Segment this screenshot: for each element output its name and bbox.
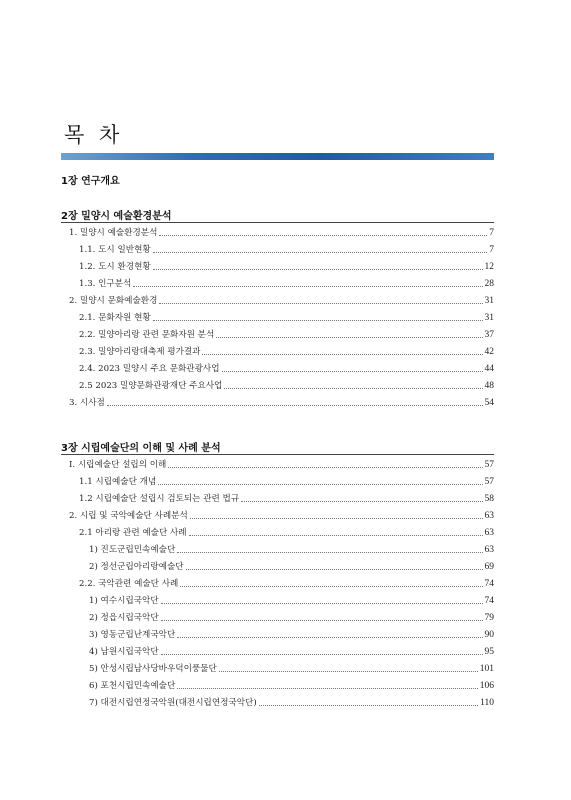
toc-label: 2) 정선군립아리랑예술단	[89, 562, 184, 572]
dot-leader	[153, 319, 483, 321]
dot-leader	[219, 670, 478, 672]
toc-label: 4) 남원시립국악단	[89, 647, 159, 657]
toc-entry[interactable]	[61, 591, 494, 607]
dot-leader	[159, 302, 482, 304]
toc-label: 1.2. 도시 환경현황	[79, 262, 151, 272]
toc-label: 2.4. 2023 밀양시 주요 문화관광사업	[79, 364, 220, 374]
toc-page-number: 42	[484, 347, 494, 357]
dot-leader	[189, 534, 483, 536]
dot-leader	[259, 704, 478, 706]
toc-page-number: 58	[484, 494, 494, 504]
dot-leader	[153, 251, 488, 253]
toc-label: 2.2. 밀양아리랑 관련 문화자원 분석	[79, 330, 215, 340]
toc-entry[interactable]	[61, 557, 494, 573]
dot-leader	[177, 687, 477, 689]
dot-leader	[161, 602, 483, 604]
chapter-heading[interactable]: 3장 시립예술단의 이해 및 사례 분석	[61, 443, 221, 454]
dot-leader	[224, 387, 482, 389]
dot-leader	[158, 483, 482, 485]
toc-label: 2. 시립 및 국악예술단 사례분석	[69, 511, 188, 521]
toc-label: 1.3. 인구분석	[79, 279, 132, 289]
toc-page-number: 28	[484, 279, 494, 289]
toc-page-number: 63	[484, 528, 494, 538]
toc-page-number: 37	[484, 330, 494, 340]
toc-entry[interactable]	[61, 676, 494, 692]
toc-label: 5) 안성시립남사당바우덕이풍물단	[89, 664, 217, 674]
toc-label: 1. 밀양시 예술환경분석	[69, 228, 158, 238]
toc-page-number: 90	[484, 630, 494, 640]
dot-leader	[241, 500, 482, 502]
chapter-heading[interactable]: 2장 밀양시 예술환경분석	[61, 211, 172, 222]
toc-page-number: 48	[484, 381, 494, 391]
title-gradient-rule	[61, 153, 494, 160]
dot-leader	[222, 370, 483, 372]
toc-page-number: 54	[484, 398, 494, 408]
toc-entry[interactable]	[61, 291, 494, 307]
toc-entry[interactable]	[61, 506, 494, 522]
toc-entry[interactable]	[61, 376, 494, 392]
toc-page-number: 95	[484, 647, 494, 657]
dot-leader	[180, 585, 482, 587]
toc-page-number: 69	[484, 562, 494, 572]
toc-page-number: 63	[484, 511, 494, 521]
dot-leader	[133, 285, 482, 287]
page-title: 목 차	[64, 123, 124, 147]
dot-leader	[216, 336, 482, 338]
dot-leader	[153, 268, 483, 270]
toc-entry[interactable]	[61, 308, 494, 324]
toc-page-number: 7	[489, 245, 494, 255]
toc-page-number: 63	[484, 545, 494, 555]
toc-page-number: 74	[484, 579, 494, 589]
toc-label: 1.1. 도시 일반현황	[79, 245, 151, 255]
dot-leader	[177, 636, 482, 638]
dot-leader	[161, 653, 483, 655]
toc-label: 2.2. 국악관련 예술단 사례	[79, 579, 179, 589]
toc-label: 1.2 시립예술단 설립시 검토되는 관련 법규	[79, 494, 240, 504]
toc-entry[interactable]	[61, 574, 494, 590]
toc-label: 1) 여수시립국악단	[89, 596, 159, 606]
toc-entry[interactable]	[61, 489, 494, 505]
toc-entry[interactable]	[61, 642, 494, 658]
toc-page-number: 110	[480, 698, 494, 708]
toc-label: 3) 영동군립난계국악단	[89, 630, 176, 640]
toc-entry[interactable]	[61, 240, 494, 256]
toc-entry[interactable]	[61, 274, 494, 290]
toc-label: 3. 시사점	[69, 398, 105, 408]
toc-page-number: 74	[484, 596, 494, 606]
toc-entry[interactable]	[61, 325, 494, 341]
toc-label: 2.1. 문화자원 현황	[79, 313, 151, 323]
toc-page-number: 57	[484, 477, 494, 487]
toc-entry[interactable]	[61, 455, 494, 471]
toc-entry[interactable]	[61, 342, 494, 358]
toc-page-number: 7	[489, 228, 494, 238]
toc-entry[interactable]	[61, 223, 494, 239]
toc-page-number: 106	[479, 681, 494, 691]
toc-page-number: 101	[479, 664, 494, 674]
toc-label: 2.1 아리랑 관련 예술단 사례	[79, 528, 187, 538]
toc-page-number: 44	[484, 364, 494, 374]
toc-label: 2) 정읍시립국악단	[89, 613, 159, 623]
toc-label: 6) 포천시립민속예술단	[89, 681, 176, 691]
toc-entry[interactable]	[61, 659, 494, 675]
toc-entry[interactable]	[61, 693, 494, 709]
toc-entry[interactable]	[61, 393, 494, 409]
toc-label: 1.1 시립예술단 개념	[79, 477, 157, 487]
toc-entry[interactable]	[61, 359, 494, 375]
dot-leader	[177, 551, 482, 553]
dot-leader	[190, 517, 483, 519]
dot-leader	[159, 234, 487, 236]
dot-leader	[186, 568, 483, 570]
dot-leader	[168, 466, 482, 468]
toc-entry[interactable]	[61, 523, 494, 539]
toc-page-number: 79	[484, 613, 494, 623]
dot-leader	[107, 404, 483, 406]
toc-label: 7) 대전시립연정국악원(대전시립연정국악단)	[89, 698, 257, 708]
toc-label: 1) 진도군립민속예술단	[89, 545, 176, 555]
toc-page-number: 31	[484, 313, 494, 323]
toc-label: I. 시립예술단 설립의 이해	[69, 460, 167, 470]
toc-label: 2.3. 밀양아리랑대축제 평가결과	[79, 347, 201, 357]
toc-page-number: 57	[484, 460, 494, 470]
toc-entry[interactable]	[61, 608, 494, 624]
dot-leader	[161, 619, 483, 621]
dot-leader	[202, 353, 482, 355]
toc-label: 2.5 2023 밀양문화관광재단 주요사업	[79, 381, 223, 391]
toc-entry[interactable]	[61, 257, 494, 273]
toc-page-number: 12	[484, 262, 494, 272]
chapter-heading[interactable]: 1장 연구개요	[61, 176, 120, 187]
toc-entry[interactable]	[61, 472, 494, 488]
toc-entry[interactable]	[61, 625, 494, 641]
toc-entry[interactable]	[61, 540, 494, 556]
toc-label: 2. 밀양시 문화예술환경	[69, 296, 158, 306]
toc-page-number: 31	[484, 296, 494, 306]
